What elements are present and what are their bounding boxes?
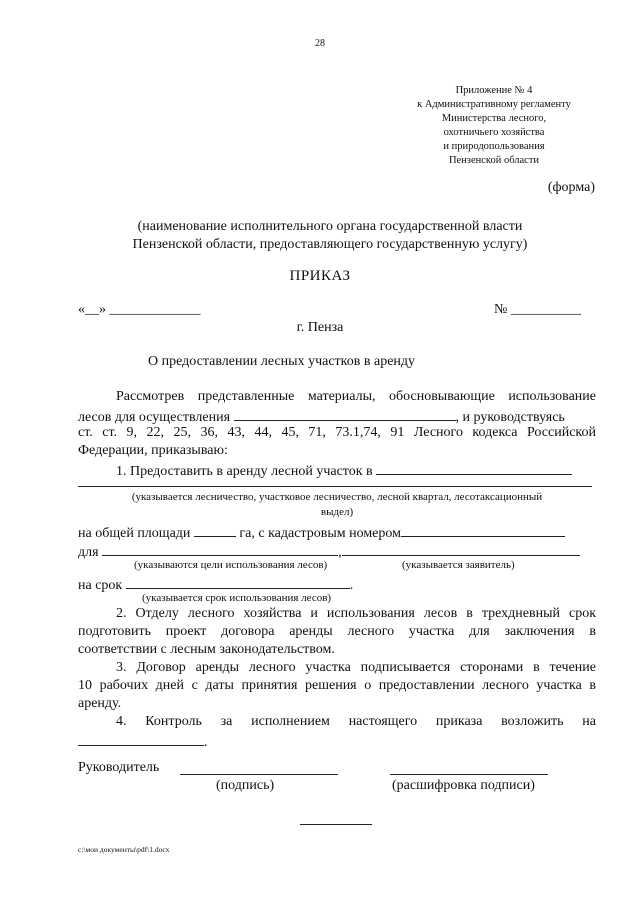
p1-line4: Федерации, приказываю: (78, 443, 228, 458)
cadastral-blank (401, 522, 565, 537)
appendix-line: Приложение № 4 (455, 85, 533, 96)
item3-line2: 10 рабочих дней с даты принятия решения о предоставлении лесного участка в (78, 678, 596, 693)
activity-blank (234, 406, 456, 421)
signature-decode-line (390, 774, 548, 775)
appendix-line: охотничьего хозяйства (443, 127, 545, 138)
forestry-blank (376, 460, 572, 475)
item2-line2: подготовить проект договора аренды лесного участка для заключения в (78, 624, 596, 639)
org-name-line2: Пензенской области, предоставляющего государственную услугу) (132, 237, 528, 252)
order-subject: О предоставлении лесных участков в аренду (148, 354, 416, 369)
item1-line: 1. Предоставить в аренду лесной участок в (78, 460, 596, 481)
appendix-header (360, 84, 628, 168)
purpose-line: для , (78, 541, 596, 562)
appendix-line: и природопользования (443, 141, 545, 152)
city: г. Пенза (296, 320, 344, 335)
date-field: «__» _____________ (78, 302, 201, 317)
term-line: на срок . (78, 574, 596, 595)
item4-line2: . (78, 731, 596, 752)
item2-line1: 2. Отделу лесного хозяйства и использования лесов в трехдневный срок (116, 606, 596, 621)
hint-forestry: (указывается лесничество, участковое лесничество, лесной квартал, лесотаксационный (131, 491, 543, 503)
term-blank (126, 574, 350, 589)
number-field: № __________ (494, 302, 581, 317)
appendix-line: Пензенской области (448, 155, 540, 166)
form-label: (форма) (547, 180, 595, 195)
hint-term: (указывается срок использования лесов) (142, 592, 332, 604)
responsible-blank (78, 731, 204, 746)
org-name-line1: (наименование исполнительного органа государственной власти (137, 219, 523, 234)
signature-decode-hint: (расшифровка подписи) (392, 778, 535, 793)
item4-line1: 4. Контроль за исполнением настоящего приказа возложить на (116, 714, 596, 729)
signature-hint: (подпись) (216, 778, 275, 793)
p1-line3: ст. ст. 9, 22, 25, 36, 43, 44, 45, 71, 73.1,74, 91 Лесного кодекса Российской (78, 425, 596, 440)
item2-line3: соответствии с лесным законодательством. (78, 642, 335, 657)
purpose-blank (102, 541, 338, 556)
appendix-line: к Административному регламенту (417, 99, 571, 110)
separator-line (300, 824, 372, 825)
forestry-blank-line2 (78, 486, 592, 487)
applicant-blank (342, 541, 580, 556)
hint-purpose: (указываются цели использования лесов) (134, 559, 328, 571)
item3-line3: аренду. (78, 696, 122, 711)
hint-applicant: (указывается заявитель) (402, 559, 515, 571)
area-blank (194, 522, 236, 537)
p1-line1: Рассмотрев представленные материалы, обосновывающие использование (116, 389, 596, 404)
footer-file-path: c:\мои документы\pdf\1.docx (78, 845, 170, 854)
signature-role: Руководитель (78, 760, 160, 775)
appendix-line: Министерства лесного, (441, 113, 547, 124)
document-title: ПРИКАЗ (289, 268, 351, 284)
item3-line1: 3. Договор аренды лесного участка подписывается сторонами в течение (116, 660, 596, 675)
org-name (60, 218, 600, 254)
p1-line2: лесов для осуществления , и руководствуясь (78, 406, 596, 427)
area-line: на общей площади га, с кадастровым номером (78, 522, 596, 543)
page-number: 28 (315, 38, 325, 49)
signature-line (180, 774, 338, 775)
hint-forestry-cont: выдел) (320, 506, 354, 518)
